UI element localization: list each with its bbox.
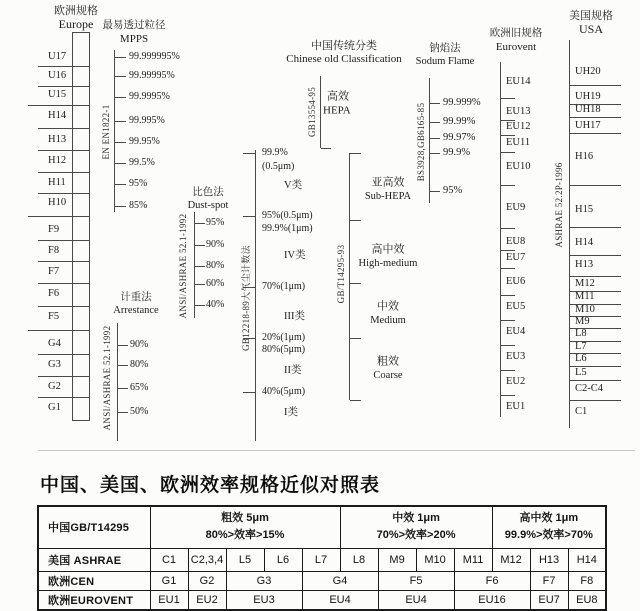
eurovent-tick-0 <box>501 98 515 99</box>
europe-rung-4 <box>38 150 89 151</box>
eurovent-grade-EU6: EU6 <box>506 275 526 287</box>
sodium-header-cn: 钠焰法 <box>429 43 461 54</box>
usa-grade-UH18: UH18 <box>575 103 601 115</box>
arrestance-tick-label-80%: 80% <box>130 359 149 370</box>
gb12218-item-20%(1μm): 20%(1μm) <box>262 332 306 343</box>
usa-tick-3 <box>570 133 621 134</box>
gb12218-item-I类: I类 <box>284 406 298 418</box>
comparison-table <box>37 505 607 611</box>
china-group-0 <box>150 506 340 548</box>
gb12218-item-V类: V类 <box>284 179 303 191</box>
usa-tick-15 <box>570 380 621 381</box>
usa-grade-L8: L8 <box>575 327 587 339</box>
europe-ladder-box <box>72 32 90 421</box>
europe-rung-10 <box>38 283 89 284</box>
europe-rung-5 <box>38 172 89 173</box>
gbt14295-class-en-3: Coarse <box>373 369 403 381</box>
dust-spot-tick-label-40%: 40% <box>206 299 225 310</box>
eurovent-grade-EU7: EU7 <box>506 251 526 263</box>
gb12218-bracket-line <box>255 150 256 441</box>
eurovent-tick-3 <box>501 152 515 153</box>
dust-spot-tick-4 <box>195 305 205 306</box>
cen-cell-F6: F6 <box>454 571 530 590</box>
europe-grade-G2: G2 <box>48 380 61 392</box>
europe-rung-0 <box>38 66 89 67</box>
mpps-tick-6 <box>115 184 126 185</box>
usa-axis-line <box>569 40 570 428</box>
eurovent-cell-7-EU8: EU8 <box>568 590 606 610</box>
gbt14295-tick-2 <box>350 283 361 284</box>
sodium-axis-line <box>429 78 430 203</box>
europe-grade-H11: H11 <box>48 176 66 188</box>
gb12218-item-99.9%: 99.9% <box>262 147 288 158</box>
china-group-name: 粗效 5μm <box>221 512 269 525</box>
eurovent-cell-2-EU3: EU3 <box>226 590 302 610</box>
usa-grade-H13: H13 <box>575 258 594 270</box>
arrestance-axis-line <box>117 323 118 441</box>
europe-rung-14 <box>38 376 89 377</box>
europe-header-cn: 欧洲规格 <box>54 5 98 17</box>
ashrae-cell-M11: M11 <box>454 548 492 571</box>
mpps-tick-4 <box>115 142 126 143</box>
europe-grade-H13: H13 <box>48 133 67 145</box>
ashrae-cell-L8: L8 <box>340 548 378 571</box>
sodium-tick-label-99.9%: 99.9% <box>443 146 471 158</box>
eurovent-tick-5 <box>501 228 515 229</box>
usa-tick-5 <box>570 227 621 228</box>
eurovent-axis-line <box>500 62 501 417</box>
eurovent-tick-4 <box>501 185 515 186</box>
eurovent-tick-12 <box>501 395 515 396</box>
row-label-eurovent: 欧洲EUROVENT <box>38 590 150 610</box>
usa-grade-H15: H15 <box>575 203 594 215</box>
sodium-tick-4 <box>430 191 440 192</box>
dust-spot-tick-1 <box>195 245 205 246</box>
europe-rung-6 <box>38 193 89 194</box>
eurovent-cell-5-EU16: EU16 <box>454 590 530 610</box>
mpps-tick-3 <box>115 121 126 122</box>
usa-grade-M10: M10 <box>575 303 595 315</box>
dust-spot-tick-label-95%: 95% <box>206 217 225 228</box>
usa-grade-M11: M11 <box>575 290 595 302</box>
arrestance-tick-label-65%: 65% <box>130 382 149 393</box>
europe-grade-U15: U15 <box>48 88 67 100</box>
row-label-ashrae: 美国 ASHRAE <box>38 548 150 571</box>
sodium-tick-label-95%: 95% <box>443 184 463 196</box>
dust-spot-tick-label-80%: 80% <box>206 260 225 271</box>
gb12218-item-80%(5μm): 80%(5μm) <box>262 344 306 355</box>
dust-spot-standard-label: ANSI/ASHRAE 52.1-1992 <box>178 213 188 319</box>
gb12218-tick-0 <box>243 153 255 154</box>
eurovent-header-cn: 欧洲旧规格 <box>489 28 543 39</box>
gb12218-standard-label: GB12218-89大气尘计数法 <box>241 245 251 351</box>
usa-grade-L6: L6 <box>575 352 587 364</box>
cen-cell-F7: F7 <box>530 571 568 590</box>
usa-grade-L7: L7 <box>575 340 587 352</box>
usa-grade-UH19: UH19 <box>575 90 601 102</box>
usa-tick-2 <box>570 117 621 118</box>
gbt14295-tick-3 <box>350 338 361 339</box>
cen-cell-G1: G1 <box>150 571 188 590</box>
arrestance-header-en: Arrestance <box>113 305 159 316</box>
gb12218-item-II类: II类 <box>284 364 302 376</box>
europe-grade-H14: H14 <box>48 109 67 121</box>
mpps-tick-label-99.5%: 99.5% <box>129 157 155 168</box>
mpps-tick-0 <box>115 57 126 58</box>
eurovent-grade-EU13: EU13 <box>506 105 531 117</box>
europe-rung-11 <box>38 306 89 307</box>
gbt14295-class-cn-0: 亚高效 <box>371 176 405 189</box>
europe-rung-3 <box>38 128 89 129</box>
ashrae-cell-M9: M9 <box>378 548 416 571</box>
usa-grade-L5: L5 <box>575 366 587 378</box>
europe-major-line-2 <box>28 330 89 331</box>
mpps-tick-label-85%: 85% <box>129 200 148 211</box>
gbt14295-class-en-0: Sub-HEPA <box>364 190 412 202</box>
arrestance-standard-label: ANSI/ASHRAE 52.1-1992 <box>102 325 112 431</box>
dust-spot-tick-0 <box>195 223 205 224</box>
ashrae-cell-L6: L6 <box>264 548 302 571</box>
usa-grade-UH17: UH17 <box>575 119 601 131</box>
europe-rung-8 <box>38 240 89 241</box>
gb12218-tick-11 <box>243 392 255 393</box>
cen-cell-F8: F8 <box>568 571 606 590</box>
gbt14295-tick-4 <box>350 400 361 401</box>
row-label-china: 中国GB/T14295 <box>38 506 150 548</box>
dust-spot-tick-label-60%: 60% <box>206 278 225 289</box>
china-group-range: 80%>效率>15% <box>205 529 285 542</box>
comparison-table-title: 中国、美国、欧洲效率规格近似对照表 <box>40 475 381 496</box>
dust-spot-axis-line <box>194 212 195 318</box>
eurovent-cell-6-EU7: EU7 <box>530 590 568 610</box>
europe-grade-F6: F6 <box>48 287 60 299</box>
gb12218-item-III类: III类 <box>284 310 305 322</box>
chinese-old-header-en: Chinese old Classification <box>286 53 402 65</box>
eurovent-grade-EU10: EU10 <box>506 160 531 172</box>
cen-cell-G2: G2 <box>188 571 226 590</box>
eurovent-grade-EU2: EU2 <box>506 375 526 387</box>
usa-grade-M12: M12 <box>575 277 595 289</box>
europe-grade-U16: U16 <box>48 69 67 81</box>
gbt14295-class-cn-2: 中效 <box>377 300 399 313</box>
eurovent-grade-EU1: EU1 <box>506 400 526 412</box>
usa-header-cn: 美国规格 <box>569 10 613 22</box>
gb12218-item-99.9%(1μm): 99.9%(1μm) <box>262 223 313 234</box>
mpps-tick-label-99.95%: 99.95% <box>129 136 160 147</box>
gb13554-standard-label: GB13554-95 <box>307 87 317 137</box>
usa-header-en: USA <box>578 22 603 36</box>
eurovent-header-en: Eurovent <box>495 41 537 53</box>
gb12218-item-40%(5μm): 40%(5μm) <box>262 386 306 397</box>
mpps-header-cn: 最易透过粒径 <box>102 20 166 31</box>
arrestance-tick-label-50%: 50% <box>130 406 149 417</box>
europe-major-line-1 <box>28 216 89 217</box>
china-group-range: 70%>效率>20% <box>376 529 456 542</box>
europe-grade-F9: F9 <box>48 223 60 235</box>
cen-cell-G3: G3 <box>226 571 302 590</box>
usa-grade-H16: H16 <box>575 150 594 162</box>
sodium-tick-0 <box>430 103 440 104</box>
ashrae-cell-M10: M10 <box>416 548 454 571</box>
ashrae-cell-H13: H13 <box>530 548 568 571</box>
eurovent-cell-1-EU2: EU2 <box>188 590 226 610</box>
china-group-1 <box>340 506 492 548</box>
ashrae-cell-L5: L5 <box>226 548 264 571</box>
gbt14295-class-cn-1: 高中效 <box>371 243 405 256</box>
gb12218-item-(0.5μm): (0.5μm) <box>262 161 295 172</box>
sodium-tick-3 <box>430 153 440 154</box>
eurovent-grade-EU12: EU12 <box>506 120 531 132</box>
dust-spot-tick-2 <box>195 266 205 267</box>
gb12218-item-95%(0.5μm): 95%(0.5μm) <box>262 210 313 221</box>
gbt14295-standard-label: GB/T14295-93 <box>336 244 346 304</box>
europe-grade-F5: F5 <box>48 310 60 322</box>
europe-rung-9 <box>38 261 89 262</box>
usa-tick-6 <box>570 255 621 256</box>
gbt14295-class-en-1: High-medium <box>358 257 418 269</box>
usa-grade-C2-C4: C2-C4 <box>575 382 604 394</box>
eurovent-grade-EU8: EU8 <box>506 235 526 247</box>
china-group-name: 高中效 1μm <box>519 512 579 525</box>
usa-grade-M9: M9 <box>575 315 590 327</box>
europe-grade-G1: G1 <box>48 401 61 413</box>
eurovent-tick-11 <box>501 370 515 371</box>
mpps-tick-label-99.9995%: 99.9995% <box>129 91 170 102</box>
europe-grade-H10: H10 <box>48 196 67 208</box>
dust-spot-header-cn: 比色法 <box>192 187 224 198</box>
usa-tick-16 <box>570 400 621 401</box>
europe-grade-F7: F7 <box>48 265 60 277</box>
usa-grade-C1: C1 <box>575 405 588 417</box>
europe-rung-15 <box>38 397 89 398</box>
europe-major-line-0 <box>28 105 89 106</box>
europe-grade-F8: F8 <box>48 244 60 256</box>
eurovent-tick-10 <box>501 345 515 346</box>
eurovent-grade-EU11: EU11 <box>506 136 531 148</box>
gbt14295-tick-0 <box>350 153 361 154</box>
sodium-tick-1 <box>430 122 440 123</box>
sodium-header-en: Sodum Flame <box>415 56 475 67</box>
mpps-tick-label-99.995%: 99.995% <box>129 115 165 126</box>
mpps-tick-label-99.99995%: 99.99995% <box>129 70 175 81</box>
sodium-standard-label: BS3928,GB6165-85 <box>416 102 426 182</box>
eurovent-grade-EU3: EU3 <box>506 350 526 362</box>
arrestance-tick-1 <box>118 365 128 366</box>
sodium-tick-label-99.97%: 99.97% <box>443 131 476 143</box>
sodium-tick-label-99.999%: 99.999% <box>443 96 481 108</box>
hepa-class-cn: 高效 <box>327 90 349 103</box>
gb12218-item-70%(1μm): 70%(1μm) <box>262 281 306 292</box>
europe-rung-1 <box>38 86 89 87</box>
gbt14295-tick-1 <box>350 220 361 221</box>
europe-grade-G3: G3 <box>48 358 61 370</box>
china-group-2 <box>492 506 606 548</box>
eurovent-tick-7 <box>501 268 515 269</box>
europe-grade-G4: G4 <box>48 337 61 349</box>
eurovent-cell-0-EU1: EU1 <box>150 590 188 610</box>
ashrae-cell-M12: M12 <box>492 548 530 571</box>
cen-cell-F5: F5 <box>378 571 454 590</box>
arrestance-tick-0 <box>118 345 128 346</box>
usa-tick-0 <box>570 85 621 86</box>
dust-spot-header-en: Dust-spot <box>187 200 229 211</box>
eurovent-grade-EU14: EU14 <box>506 75 531 87</box>
mpps-tick-label-99.999995%: 99.999995% <box>129 51 180 62</box>
gb12218-tick-3 <box>243 216 255 217</box>
europe-grade-U17: U17 <box>48 50 67 62</box>
ashrae522p-standard-label: ASHRAE 52.2P-1996 <box>554 162 564 248</box>
gbt14295-class-cn-3: 粗效 <box>377 355 399 368</box>
hepa-bracket-foot <box>321 148 331 149</box>
ashrae-cell-H14: H14 <box>568 548 606 571</box>
eurovent-grade-EU4: EU4 <box>506 325 526 337</box>
eurovent-cell-4-EU4: EU4 <box>378 590 454 610</box>
arrestance-tick-2 <box>118 388 128 389</box>
usa-grade-H14: H14 <box>575 236 594 248</box>
ashrae-cell-C1: C1 <box>150 548 188 571</box>
china-group-range: 99.9%>效率>70% <box>504 529 593 542</box>
mpps-tick-2 <box>115 97 126 98</box>
usa-grade-UH20: UH20 <box>575 65 601 77</box>
dust-spot-tick-label-90%: 90% <box>206 239 225 250</box>
hepa-bracket-line <box>320 76 321 148</box>
cen-cell-G4: G4 <box>302 571 378 590</box>
europe-header-en: Europe <box>58 17 94 31</box>
europe-rung-13 <box>38 354 89 355</box>
mpps-tick-5 <box>115 163 126 164</box>
mpps-axis-line <box>114 50 115 212</box>
ashrae-cell-C2,3,4: C2,3,4 <box>188 548 226 571</box>
gb12218-item-IV类: IV类 <box>284 249 306 261</box>
arrestance-tick-label-90%: 90% <box>130 339 149 350</box>
mpps-tick-1 <box>115 76 126 77</box>
gbt14295-class-en-2: Medium <box>370 314 406 326</box>
eurovent-tick-9 <box>501 320 515 321</box>
en1822-standard-label: EN EN1822-1 <box>101 104 111 160</box>
mpps-header-en: MPPS <box>119 33 149 45</box>
usa-tick-4 <box>570 185 621 186</box>
ashrae-cell-L7: L7 <box>302 548 340 571</box>
chinese-old-header-cn: 中国传统分类 <box>311 40 377 52</box>
eurovent-tick-8 <box>501 295 515 296</box>
europe-grade-H12: H12 <box>48 154 67 166</box>
eurovent-grade-EU5: EU5 <box>506 300 526 312</box>
eurovent-grade-EU9: EU9 <box>506 201 526 213</box>
section-divider <box>38 450 635 451</box>
hepa-class-en: HEPA <box>323 104 351 117</box>
china-group-name: 中效 1μm <box>392 512 440 525</box>
arrestance-tick-3 <box>118 412 128 413</box>
sodium-tick-2 <box>430 138 440 139</box>
dust-spot-tick-3 <box>195 284 205 285</box>
mpps-tick-7 <box>115 206 126 207</box>
eurovent-cell-3-EU4: EU4 <box>302 590 378 610</box>
sodium-tick-label-99.99%: 99.99% <box>443 115 476 127</box>
row-label-cen: 欧洲CEN <box>38 571 150 590</box>
mpps-tick-label-95%: 95% <box>129 178 148 189</box>
arrestance-header-cn: 计重法 <box>120 292 152 303</box>
gbt14295-bracket-line <box>349 153 350 400</box>
